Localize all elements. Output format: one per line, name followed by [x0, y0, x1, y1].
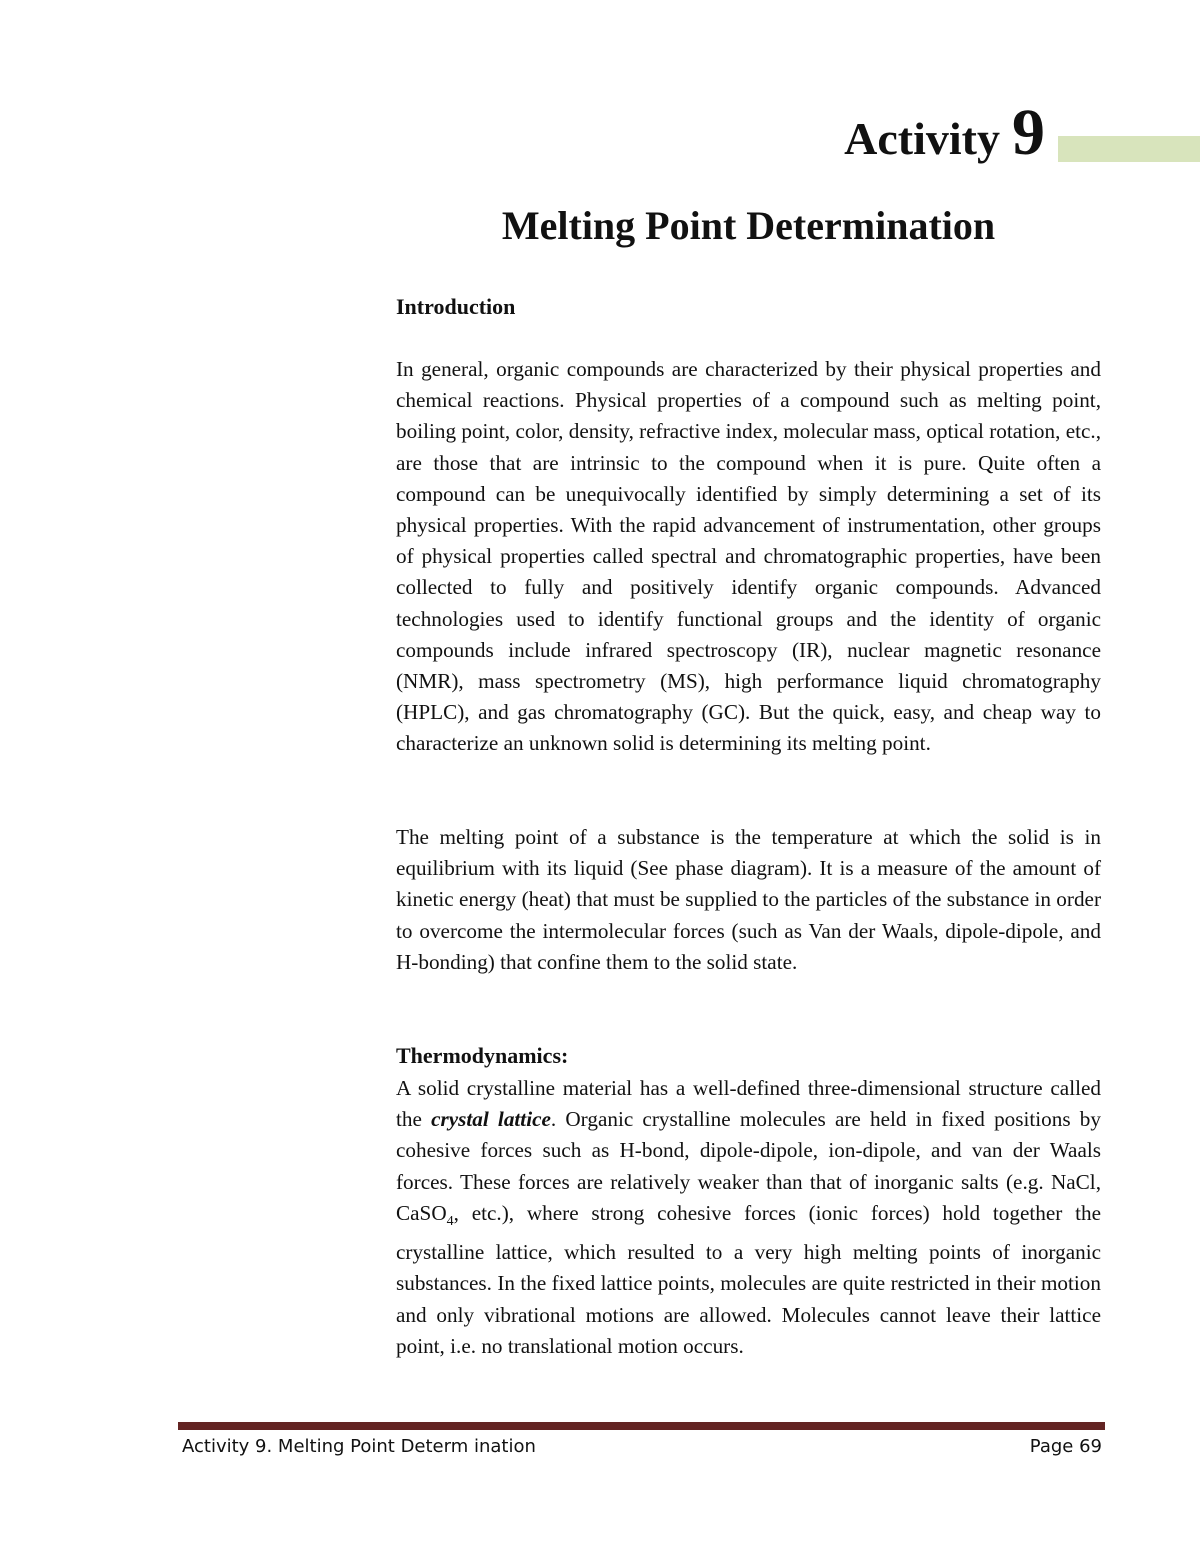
caso4-subscript: 4 [446, 1214, 454, 1230]
thermodynamics-text-3: , etc.), where strong cohesive forces (ionic forces) hold together the crystalline lattice, which resulted to a very high melting points of inorganic substances. In the fixed lattice points, molecules are quite restricted in their motion and only vibrational motions are allowed. Molecules cannot leave their lattice point, i.e. no translational motion occurs. [396, 1200, 1101, 1358]
activity-accent-bar [1058, 136, 1200, 162]
thermodynamics-text-1: A solid crystalline material has a well-defined three-dimensional structure called the [396, 1076, 1101, 1132]
activity-label: Activity [844, 113, 1000, 164]
activity-number: 9 [1012, 96, 1045, 169]
page-title: Melting Point Determination [501, 203, 996, 248]
introduction-heading: Introduction [396, 294, 516, 319]
thermodynamics-paragraph [396, 1073, 1101, 1362]
introduction-paragraph-1: In general, organic compounds are characterized by their physical properties and chemical reactions. Physical properties of a compound such as melting point, boiling point, color, density, refractive index, molecular mass, optical rotation, etc., are those that are intrinsic to the compound when it is pure. Quite often a compound can be unequivocally identified by simply determining a set of its physical properties. With the rapid advancement of instrumentation, other groups of physical properties called spectral and chromatographic properties, have been collected to fully and positively identify organic compounds. Advanced technologies used to identify functional groups and the identity of organic compounds include infrared spectroscopy (IR), nuclear magnetic resonance (NMR), mass spectrometry (MS), high performance liquid chromatography (HPLC), and gas chromatography (GC). But the quick, easy, and cheap way to characterize an unknown solid is determining its melting point. [396, 357, 1102, 756]
footer-activity-title: Activity 9. Melting Point Determ ination [182, 1436, 536, 1457]
crystal-lattice-term: crystal lattice [431, 1107, 551, 1132]
thermodynamics-text-2: . Organic crystalline molecules are held in fixed positions by cohesive forces such as H-bond, dipole-dipole, ion-dipole, and van der Waals forces. These forces are relatively weaker than that of inorganic salts (e.g. NaCl, CaSO [396, 1107, 1101, 1225]
introduction-paragraph-2: The melting point of a substance is the temperature at which the solid is in equilibrium with its liquid (See phase diagram). It is a measure of the amount of kinetic energy (heat) that must be supplied to the particles of the substance in order to overcome the intermolecular forces (such as Van der Waals, dipole-dipole, and H-bonding) that confine them to the solid state. [396, 825, 1101, 974]
footer-rule [178, 1422, 1105, 1430]
page-number: Page 69 [1029, 1436, 1102, 1457]
thermodynamics-heading: Thermodynamics: [396, 1043, 569, 1068]
activity-heading [844, 96, 1045, 169]
